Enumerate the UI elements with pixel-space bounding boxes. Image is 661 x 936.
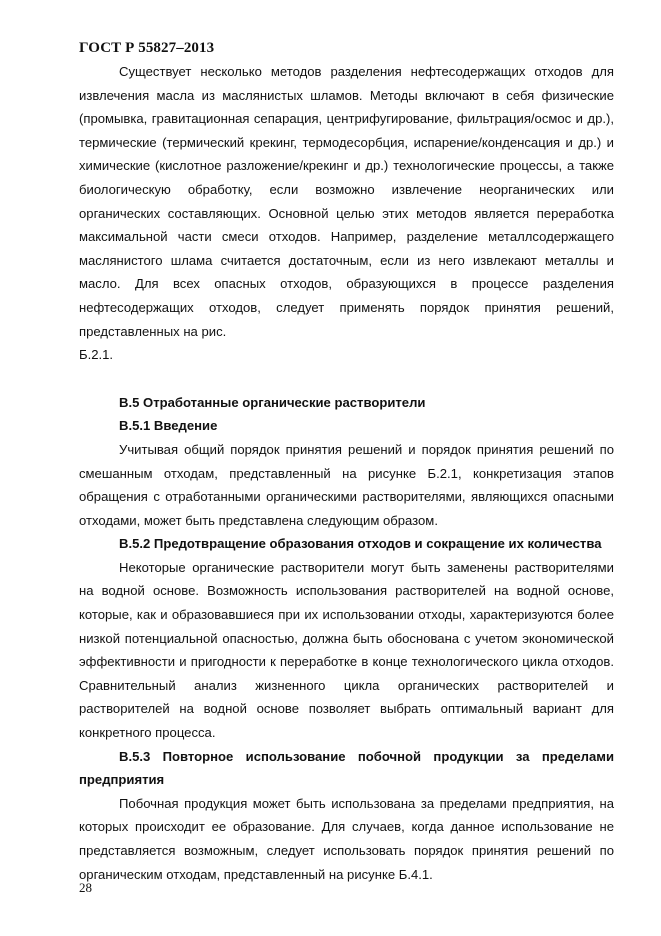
- paragraph-prevention: Некоторые органические растворители могут быть заменены растворителями на водной основе. Возможность использования растворителей на водной основе, которые, как и образовавшиеся при их использовании отходы, характеризуются более низкой потенциальной опасностью, должна быть обоснована с учетом экономической эффективности и пригодности к переработке в конце технологического цикла отходов. Сравнительный анализ жизненного цикла органических растворителей и растворителей на водной основе позволяет выбрать оптимальный вариант для конкретного процесса.: [79, 559, 614, 741]
- paragraph-reuse: Побочная продукция может быть использована за пределами предприятия, на которых происходит ее образование. Для случаев, когда данное использование не представляется возможным, следует использовать порядок принятия решений по органическим отходам, представленный на рисунке Б.4.1.: [79, 795, 614, 882]
- paragraph-separation-methods: Существует несколько методов разделения нефтесодержащих отходов для извлечения масла из маслянистых шламов. Методы включают в себя физические (промывка, гравитационная сепарация, центрифугирование, фильтрация/осмос и др.), термические (термический крекинг, термодесорбция, испарение/конденсация и др.) и химические (кислотное разложение/крекинг и др.) технологические процессы, а также биологическую обработку, если возможно извлечение неорганических или органических составляющих. Основной целью этих методов является переработка максимальной части смеси отходов. Например, разделение металлсодержащего маслянистого шлама считается достаточным, если из него извлекают металлы и масло. Для всех опасных отходов, образующихся в процессе разделения нефтесодержащих отходов, следует применять порядок принятия решений, представленных на рис.: [79, 64, 614, 339]
- section-spacer: [79, 367, 614, 391]
- document-id: ГОСТ Р 55827–2013: [79, 40, 215, 56]
- section-heading-b5-1: В.5.1 Введение: [119, 418, 218, 434]
- section-heading-b5: В.5 Отработанные органические растворители: [119, 394, 426, 410]
- paragraph-introduction: Учитывая общий порядок принятия решений и порядок принятия решений по смешанным отходам, представленный на рисунке Б.2.1, конкретизация этапов обращения с отработанными органическими растворителями, являющихся опасными отходами, может быть представлена следующим образом.: [79, 441, 614, 528]
- page-body: [79, 60, 614, 886]
- section-heading-b5-3: В.5.3 Повторное использование побочной продукции за пределами предприятия: [79, 748, 614, 788]
- page-number: 28: [79, 880, 92, 895]
- paragraph-separation-methods-end: Б.2.1.: [79, 347, 114, 363]
- section-heading-b5-2: В.5.2 Предотвращение образования отходов и сокращение их количества: [119, 536, 602, 552]
